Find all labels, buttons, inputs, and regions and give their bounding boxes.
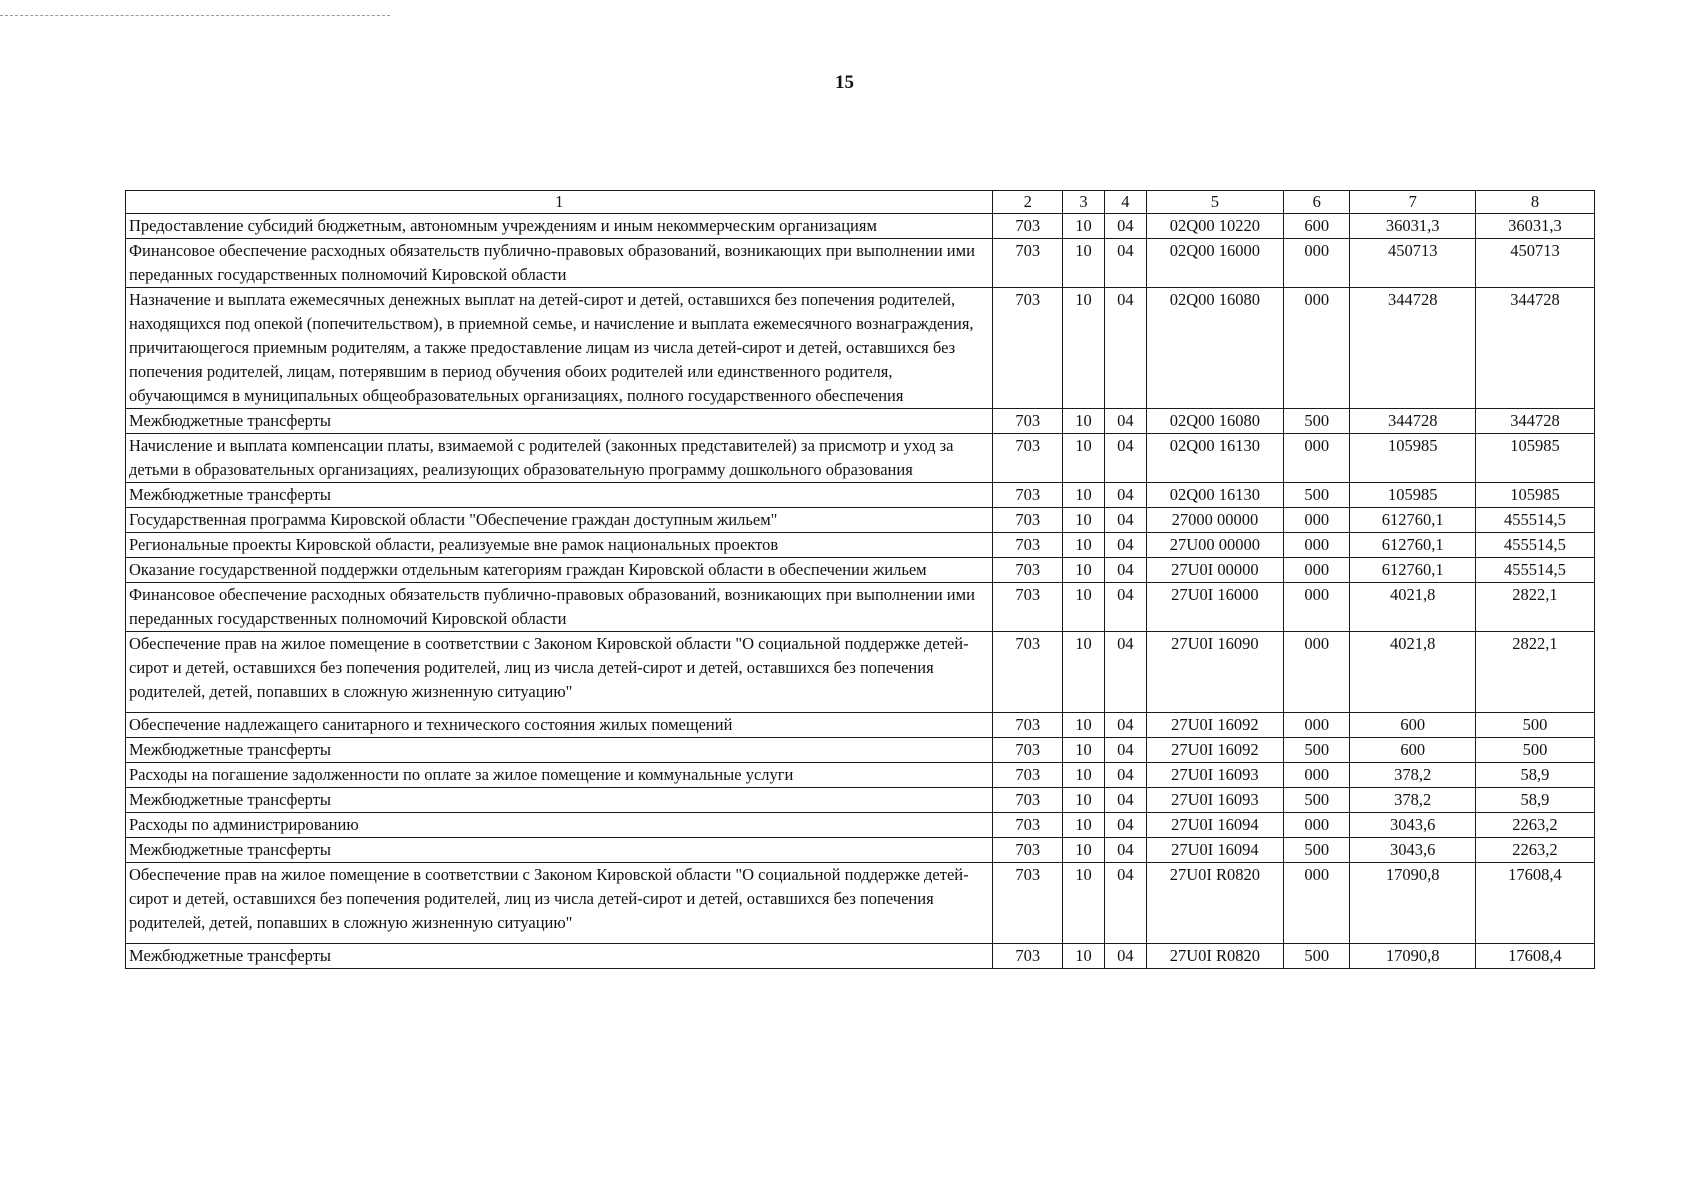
ved-code: 703 [993,409,1063,434]
expense-type-code: 000 [1284,288,1350,409]
amount-col7: 612760,1 [1350,533,1475,558]
row-name: Государственная программа Кировской области "Обеспечение граждан доступным жильем" [126,508,993,533]
table-row [126,533,1595,558]
row-name: Назначение и выплата ежемесячных денежных выплат на детей-сирот и детей, оставшихся без попечения родителей, находящихся под опекой (попечительством), в приемной семье, и начисление и выплата ежемесячного вознаграждения, причитающегося приемным родителям, а также предоставление лицам из числа детей-сирот и детей, оставшихся без попечения родителей, лицам, потерявшим в период обучения обоих родителей или единственного родителя, обучающимся в муниципальных общеобразовательных организациях, полного государственного обеспечения [126,288,993,409]
column-header-5: 5 [1146,191,1283,214]
row-name: Начисление и выплата компенсации платы, взимаемой с родителей (законных представителей) за присмотр и уход за детьми в образовательных организациях, реализующих образовательную программу дошкольного образования [126,434,993,483]
subsection-code: 04 [1104,813,1146,838]
amount-col7: 378,2 [1350,788,1475,813]
expense-type-code: 000 [1284,713,1350,738]
row-name: Межбюджетные трансферты [126,944,993,969]
section-code: 10 [1063,239,1105,288]
ved-code: 703 [993,863,1063,944]
table-row [126,713,1595,738]
subsection-code: 04 [1104,583,1146,632]
subsection-code: 04 [1104,763,1146,788]
expense-type-code: 500 [1284,409,1350,434]
amount-col8: 455514,5 [1475,508,1594,533]
amount-col8: 500 [1475,713,1594,738]
expense-type-code: 000 [1284,508,1350,533]
amount-col8: 2822,1 [1475,583,1594,632]
ved-code: 703 [993,288,1063,409]
table-row [126,583,1595,632]
expense-type-code: 000 [1284,863,1350,944]
section-code: 10 [1063,409,1105,434]
column-header-1: 1 [126,191,993,214]
ved-code: 703 [993,239,1063,288]
table-row [126,508,1595,533]
expense-type-code: 000 [1284,583,1350,632]
subsection-code: 04 [1104,533,1146,558]
table-row [126,434,1595,483]
subsection-code: 04 [1104,214,1146,239]
amount-col7: 344728 [1350,288,1475,409]
ved-code: 703 [993,813,1063,838]
table-body [126,214,1595,969]
column-header-8: 8 [1475,191,1594,214]
column-header-7: 7 [1350,191,1475,214]
table-row [126,214,1595,239]
row-name: Оказание государственной поддержки отдельным категориям граждан Кировской области в обеспечении жильем [126,558,993,583]
target-article-code: 02Q00 10220 [1146,214,1283,239]
amount-col8: 344728 [1475,288,1594,409]
header-row [126,191,1595,214]
amount-col8: 500 [1475,738,1594,763]
section-code: 10 [1063,738,1105,763]
row-name: Предоставление субсидий бюджетным, автономным учреждениям и иным некоммерческим организациям [126,214,993,239]
subsection-code: 04 [1104,288,1146,409]
ved-code: 703 [993,632,1063,713]
expense-type-code: 500 [1284,788,1350,813]
table-row [126,763,1595,788]
target-article-code: 27U0I 00000 [1146,558,1283,583]
row-name: Межбюджетные трансферты [126,838,993,863]
row-name: Расходы по администрированию [126,813,993,838]
column-header-3: 3 [1063,191,1105,214]
table-row [126,863,1595,944]
section-code: 10 [1063,863,1105,944]
target-article-code: 27U0I 16093 [1146,763,1283,788]
amount-col7: 3043,6 [1350,838,1475,863]
amount-col8: 105985 [1475,483,1594,508]
subsection-code: 04 [1104,788,1146,813]
column-header-6: 6 [1284,191,1350,214]
target-article-code: 27U0I 16092 [1146,738,1283,763]
row-name: Региональные проекты Кировской области, реализуемые вне рамок национальных проектов [126,533,993,558]
target-article-code: 02Q00 16130 [1146,483,1283,508]
row-name: Межбюджетные трансферты [126,483,993,508]
subsection-code: 04 [1104,434,1146,483]
expense-type-code: 000 [1284,558,1350,583]
subsection-code: 04 [1104,409,1146,434]
amount-col7: 17090,8 [1350,863,1475,944]
ved-code: 703 [993,763,1063,788]
row-name: Межбюджетные трансферты [126,788,993,813]
table-row [126,288,1595,409]
section-code: 10 [1063,713,1105,738]
scan-artifact-line [0,15,390,16]
expense-type-code: 500 [1284,738,1350,763]
ved-code: 703 [993,558,1063,583]
amount-col8: 450713 [1475,239,1594,288]
ved-code: 703 [993,434,1063,483]
ved-code: 703 [993,583,1063,632]
section-code: 10 [1063,838,1105,863]
ved-code: 703 [993,483,1063,508]
amount-col7: 612760,1 [1350,558,1475,583]
expense-type-code: 600 [1284,214,1350,239]
amount-col7: 612760,1 [1350,508,1475,533]
section-code: 10 [1063,508,1105,533]
expense-type-code: 000 [1284,239,1350,288]
amount-col7: 105985 [1350,434,1475,483]
table-row [126,483,1595,508]
target-article-code: 02Q00 16080 [1146,409,1283,434]
table-row [126,239,1595,288]
ved-code: 703 [993,713,1063,738]
amount-col7: 600 [1350,713,1475,738]
target-article-code: 27U0I 16093 [1146,788,1283,813]
amount-col7: 450713 [1350,239,1475,288]
expense-type-code: 500 [1284,483,1350,508]
ved-code: 703 [993,788,1063,813]
expense-type-code: 000 [1284,813,1350,838]
row-name: Расходы на погашение задолженности по оплате за жилое помещение и коммунальные услуги [126,763,993,788]
section-code: 10 [1063,763,1105,788]
amount-col8: 17608,4 [1475,863,1594,944]
amount-col7: 4021,8 [1350,632,1475,713]
target-article-code: 27U00 00000 [1146,533,1283,558]
subsection-code: 04 [1104,863,1146,944]
amount-col8: 344728 [1475,409,1594,434]
amount-col7: 3043,6 [1350,813,1475,838]
amount-col7: 4021,8 [1350,583,1475,632]
section-code: 10 [1063,214,1105,239]
expense-type-code: 500 [1284,838,1350,863]
row-name: Межбюджетные трансферты [126,738,993,763]
target-article-code: 27U0I R0820 [1146,944,1283,969]
amount-col8: 2822,1 [1475,632,1594,713]
ved-code: 703 [993,738,1063,763]
expense-type-code: 500 [1284,944,1350,969]
table-row [126,813,1595,838]
expense-type-code: 000 [1284,533,1350,558]
ved-code: 703 [993,508,1063,533]
subsection-code: 04 [1104,508,1146,533]
table-header [126,191,1595,214]
amount-col7: 36031,3 [1350,214,1475,239]
expense-type-code: 000 [1284,763,1350,788]
amount-col8: 58,9 [1475,788,1594,813]
subsection-code: 04 [1104,738,1146,763]
amount-col8: 455514,5 [1475,533,1594,558]
subsection-code: 04 [1104,483,1146,508]
amount-col8: 2263,2 [1475,813,1594,838]
section-code: 10 [1063,533,1105,558]
column-header-2: 2 [993,191,1063,214]
subsection-code: 04 [1104,239,1146,288]
subsection-code: 04 [1104,838,1146,863]
amount-col8: 2263,2 [1475,838,1594,863]
amount-col7: 600 [1350,738,1475,763]
ved-code: 703 [993,214,1063,239]
page-number: 15 [835,72,854,93]
target-article-code: 27U0I 16000 [1146,583,1283,632]
table-row [126,632,1595,713]
section-code: 10 [1063,483,1105,508]
table-row [126,409,1595,434]
table-row [126,944,1595,969]
subsection-code: 04 [1104,944,1146,969]
section-code: 10 [1063,944,1105,969]
amount-col8: 36031,3 [1475,214,1594,239]
target-article-code: 27U0I 16090 [1146,632,1283,713]
target-article-code: 02Q00 16080 [1146,288,1283,409]
ved-code: 703 [993,838,1063,863]
target-article-code: 27U0I 16094 [1146,838,1283,863]
row-name: Финансовое обеспечение расходных обязательств публично-правовых образований, возникающих при выполнении ими переданных государственных полномочий Кировской области [126,583,993,632]
target-article-code: 02Q00 16000 [1146,239,1283,288]
amount-col7: 344728 [1350,409,1475,434]
subsection-code: 04 [1104,632,1146,713]
budget-table [125,190,1595,969]
subsection-code: 04 [1104,713,1146,738]
target-article-code: 27000 00000 [1146,508,1283,533]
table-row [126,738,1595,763]
ved-code: 703 [993,944,1063,969]
row-name: Межбюджетные трансферты [126,409,993,434]
section-code: 10 [1063,583,1105,632]
target-article-code: 27U0I 16092 [1146,713,1283,738]
table-row [126,788,1595,813]
amount-col8: 105985 [1475,434,1594,483]
section-code: 10 [1063,788,1105,813]
ved-code: 703 [993,533,1063,558]
amount-col8: 17608,4 [1475,944,1594,969]
amount-col8: 455514,5 [1475,558,1594,583]
subsection-code: 04 [1104,558,1146,583]
row-name: Обеспечение надлежащего санитарного и технического состояния жилых помещений [126,713,993,738]
expense-type-code: 000 [1284,632,1350,713]
row-name: Финансовое обеспечение расходных обязательств публично-правовых образований, возникающих при выполнении ими переданных государственных полномочий Кировской области [126,239,993,288]
target-article-code: 27U0I 16094 [1146,813,1283,838]
section-code: 10 [1063,434,1105,483]
target-article-code: 27U0I R0820 [1146,863,1283,944]
section-code: 10 [1063,558,1105,583]
table-row [126,838,1595,863]
amount-col7: 378,2 [1350,763,1475,788]
amount-col7: 17090,8 [1350,944,1475,969]
section-code: 10 [1063,813,1105,838]
amount-col8: 58,9 [1475,763,1594,788]
expense-type-code: 000 [1284,434,1350,483]
table-row [126,558,1595,583]
section-code: 10 [1063,288,1105,409]
amount-col7: 105985 [1350,483,1475,508]
row-name: Обеспечение прав на жилое помещение в соответствии с Законом Кировской области "О социальной поддержке детей-сирот и детей, оставшихся без попечения родителей, лиц из числа детей-сирот и детей, оставшихся без попечения родителей, детей, попавших в сложную жизненную ситуацию" [126,632,993,713]
column-header-4: 4 [1104,191,1146,214]
target-article-code: 02Q00 16130 [1146,434,1283,483]
row-name: Обеспечение прав на жилое помещение в соответствии с Законом Кировской области "О социальной поддержке детей-сирот и детей, оставшихся без попечения родителей, лиц из числа детей-сирот и детей, оставшихся без попечения родителей, детей, попавших в сложную жизненную ситуацию" [126,863,993,944]
section-code: 10 [1063,632,1105,713]
